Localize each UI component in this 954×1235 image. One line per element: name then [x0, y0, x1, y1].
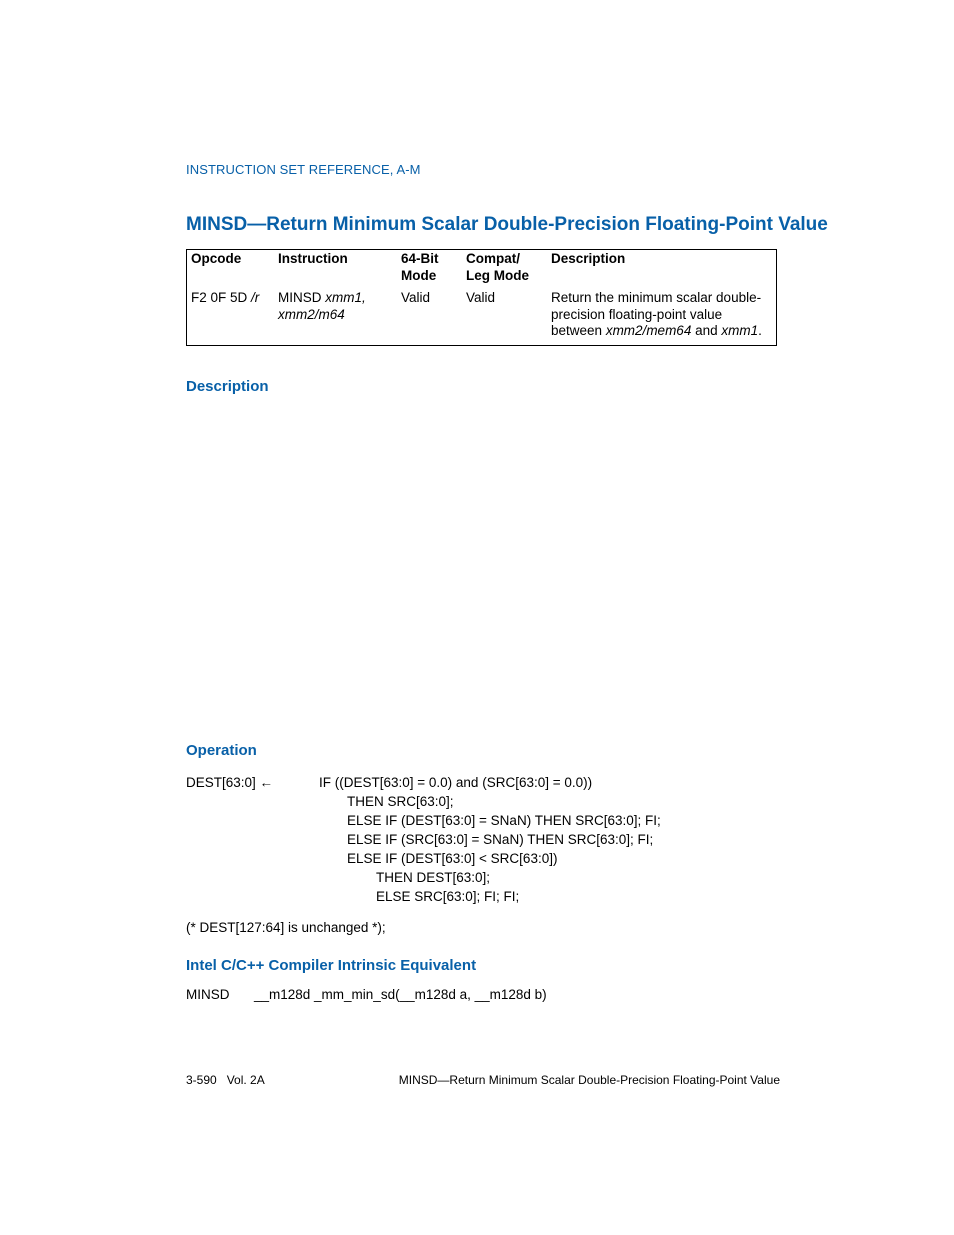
- instr-mnemonic: MINSD: [278, 290, 322, 305]
- opcode-prefix: F2 0F 5D: [191, 290, 248, 305]
- th-opcode: Opcode: [191, 251, 242, 266]
- cell-opcode: [191, 290, 259, 307]
- operation-line-4: ELSE IF (SRC[63:0] = SNaN) THEN SRC[63:0]; FI;: [347, 832, 654, 847]
- description-heading: Description: [186, 378, 269, 395]
- opcode-table: [186, 249, 777, 346]
- running-header: INSTRUCTION SET REFERENCE, A-M: [186, 162, 421, 177]
- intrinsic-heading: Intel C/C++ Compiler Intrinsic Equivalent: [186, 957, 477, 974]
- desc-line1: Return the minimum scalar double-: [551, 290, 762, 305]
- desc-and: and: [695, 323, 718, 338]
- desc-period: .: [758, 323, 762, 338]
- desc-line3: [551, 323, 771, 340]
- cell-description: [551, 290, 771, 340]
- th-compat-line2: Leg Mode: [466, 267, 529, 283]
- footer-page-number: 3-590 Vol. 2A: [186, 1073, 265, 1087]
- th-64bit-line2: Mode: [401, 267, 437, 283]
- opcode-suffix: /r: [251, 290, 260, 305]
- th-64bit-line1: 64-Bit: [401, 251, 439, 266]
- cell-compat-mode: Valid: [466, 290, 496, 305]
- operation-note: (* DEST[127:64] is unchanged *);: [186, 920, 386, 935]
- desc-operand-dest: xmm1: [721, 323, 759, 338]
- page-title: MINSD—Return Minimum Scalar Double-Precision Floating-Point Value: [186, 214, 828, 235]
- th-64bit-mode: [401, 251, 439, 284]
- operation-heading: Operation: [186, 742, 257, 759]
- th-description: Description: [551, 251, 626, 266]
- th-instruction: Instruction: [278, 251, 348, 266]
- operation-line-5: ELSE IF (DEST[63:0] < SRC[63:0]): [347, 851, 558, 866]
- th-compat-line1: Compat/: [466, 251, 520, 266]
- operation-dest-label: DEST[63:0] ←: [186, 775, 274, 790]
- desc-between: between: [551, 323, 603, 338]
- th-compat-mode: [466, 251, 529, 284]
- operation-line-6: THEN DEST[63:0];: [376, 870, 491, 885]
- operation-line-3: ELSE IF (DEST[63:0] = SNaN) THEN SRC[63:0]; FI;: [347, 813, 661, 828]
- desc-line2: precision floating-point value: [551, 306, 723, 322]
- cell-instruction: [278, 290, 366, 323]
- footer-title: MINSD—Return Minimum Scalar Double-Precision Floating-Point Value: [398, 1073, 780, 1087]
- operation-line-7: ELSE SRC[63:0]; FI; FI;: [376, 889, 520, 904]
- intrinsic-mnemonic: MINSD: [186, 987, 230, 1002]
- instr-op1: xmm1,: [325, 290, 366, 305]
- operation-line-2: THEN SRC[63:0];: [347, 794, 454, 809]
- instr-op2: xmm2/m64: [278, 306, 345, 322]
- cell-64bit-mode: Valid: [401, 290, 431, 305]
- desc-operand-src: xmm2/mem64: [605, 323, 692, 338]
- intrinsic-signature: __m128d _mm_min_sd(__m128d a, __m128d b): [254, 987, 547, 1002]
- operation-line-1: IF ((DEST[63:0] = 0.0) and (SRC[63:0] = 0.0)): [319, 775, 593, 790]
